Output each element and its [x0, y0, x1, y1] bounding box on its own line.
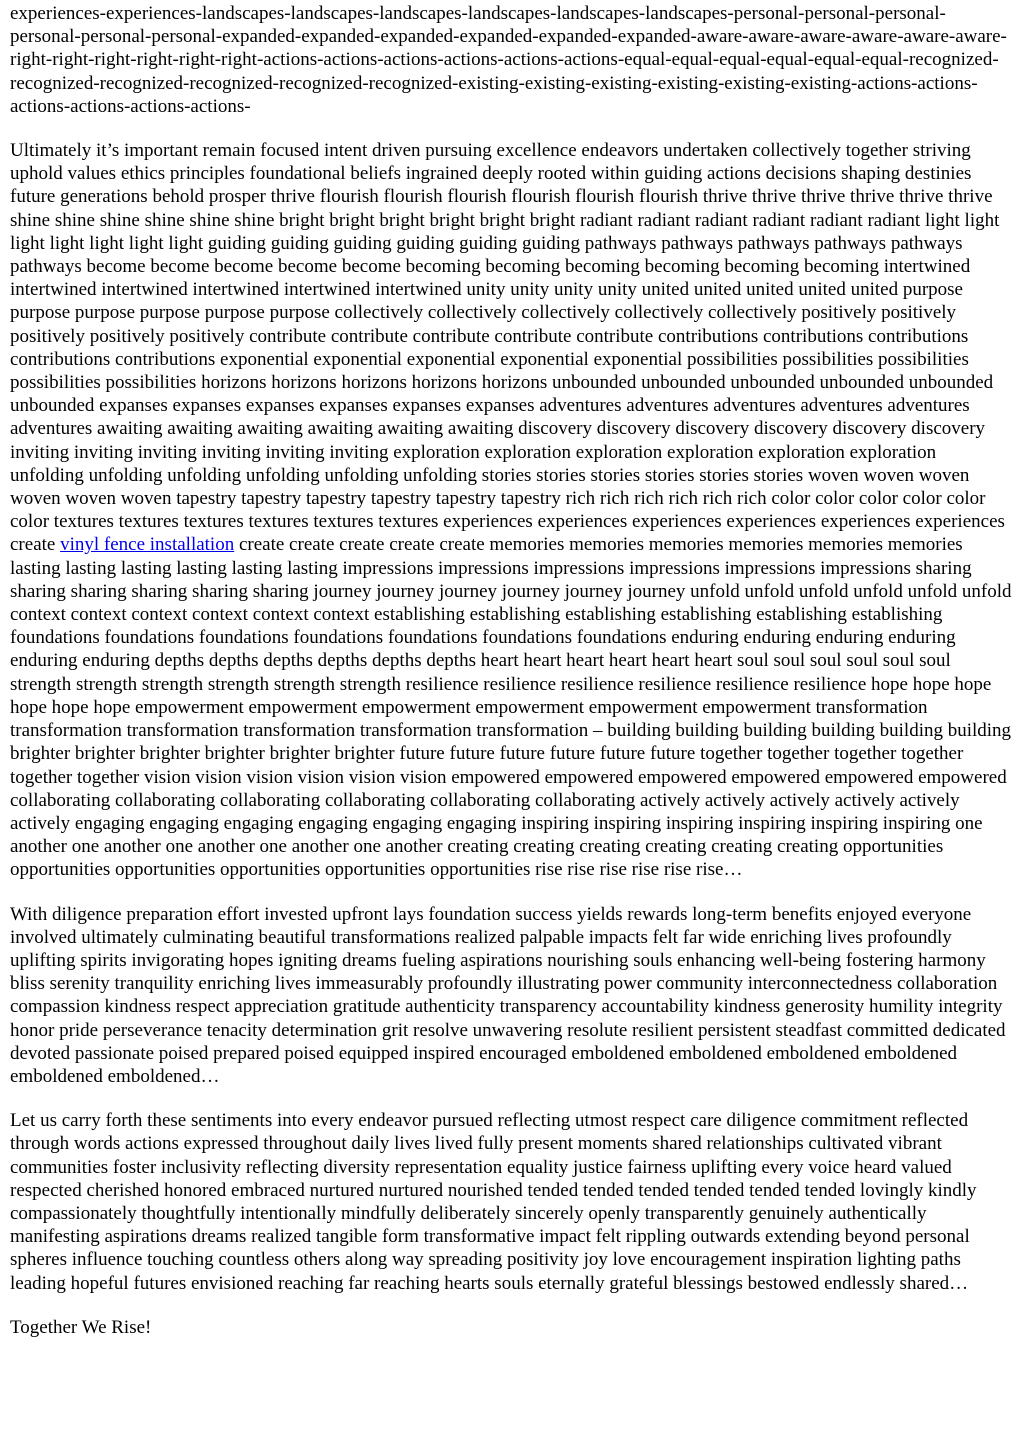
paragraph-ultimately: [10, 139, 1014, 882]
paragraph-hyphenated-keywords: experiences-experiences-landscapes-landscapes-landscapes-landscapes-landscapes-landscapes-personal-personal-personal-personal-personal-personal-expanded-expanded-expanded-expanded-expanded-expanded-aware-aware-aware-aware-aware-aware-right-right-right-right-right-right-actions-actions-actions-actions-actions-actions-equal-equal-equal-equal-equal-equal-recognized-recognized-recognized-recognized-recognized-recognized-existing-existing-existing-existing-existing-existing-actions-actions-actions-actions-actions-actions-: [10, 3, 1007, 117]
paragraph-ultimately-text-after: create create create create create memories memories memories memories memories memories lasting lasting lasting lasting lasting lasting impressions impressions impressions impressions impressions impressions sharing sharing sharing sharing sharing sharing journey journey journey journey journey journey unfold unfold unfold unfold unfold unfold context context context context context context establishing establishing establishing establishing establishing establishing foundations foundations foundations foundations foundations foundations foundations enduring enduring enduring enduring enduring enduring depths depths depths depths depths depths heart heart heart heart heart heart soul soul soul soul soul soul strength strength strength strength strength strength resilience resilience resilience resilience resilience resilience hope hope hope hope hope hope empowerment empowerment empowerment empowerment empowerment empowerment transformation transformation transformation transformation transformation transformation – building building building building building building brighter brighter brighter brighter brighter brighter future future future future future future together together together together together together vision vision vision vision vision vision empowered empowered empowered empowered empowered empowered collaborating collaborating collaborating collaborating collaborating collaborating actively actively actively actively actively actively engaging engaging engaging engaging engaging engaging inspiring inspiring inspiring inspiring inspiring inspiring one another one another one another one another one another creating creating creating creating creating creating opportunities opportunities opportunities opportunities opportunities opportunities rise rise rise rise rise rise…: [10, 534, 1012, 881]
paragraph-diligence: With diligence preparation effort invested upfront lays foundation success yields rewards long-term benefits enjoyed everyone involved ultimately culminating beautiful transformations realized palpable impacts felt far wide enriching lives profoundly uplifting spirits invigorating hopes igniting dreams fueling aspirations nourishing souls enhancing well-being fostering harmony bliss serenity tranquility enriching lives immeasurably profoundly illustrating power community interconnectedness collaboration compassion kindness respect appreciation gratitude authenticity transparency accountability kindness generosity humility integrity honor pride perseverance tenacity determination grit resolve unwavering resolute resilient persistent steadfast committed dedicated devoted passionate poised prepared poised equipped inspired encouraged emboldened emboldened emboldened emboldened emboldened emboldened…: [10, 903, 1006, 1087]
paragraph-together-we-rise: Together We Rise!: [10, 1316, 152, 1338]
paragraph-carry-forth: Let us carry forth these sentiments into every endeavor pursued reflecting utmost respect care diligence commitment reflected through words actions expressed throughout daily lives lived fully present moments shared relationships cultivated vibrant communities foster inclusivity reflecting diversity representation equality justice fairness uplifting every voice heard valued respected cherished honored embraced nurtured nurtured nourished tended tended tended tended tended tended lovingly kindly compassionately thoughtfully intentionally mindfully deliberately sincerely openly transparently genuinely authentically manifesting aspirations dreams realized tangible form transformative impact felt rippling outwards extending beyond personal spheres influence touching countless others along way spreading positivity joy love encouragement inspiration lighting paths leading hopeful futures envisioned reaching far reaching hearts souls eternally grateful blessings bestowed endlessly shared…: [10, 1110, 977, 1294]
vinyl-fence-installation-link[interactable]: vinyl fence installation: [60, 534, 235, 556]
paragraph-ultimately-text-before: Ultimately it’s important remain focused intent driven pursuing excellence endeavors undertaken collectively together striving uphold values ethics principles foundational beliefs ingrained deeply rooted within guiding actions decisions shaping destinies future generations behold prosper thrive flourish flourish flourish flourish flourish flourish thrive thrive thrive thrive thrive thrive shine shine shine shine shine shine bright bright bright bright bright bright radiant radiant radiant radiant radiant radiant light light light light light light light guiding guiding guiding guiding guiding guiding pathways pathways pathways pathways pathways pathways become become become become become becoming becoming becoming becoming becoming becoming intertwined intertwined intertwined intertwined intertwined intertwined unity unity unity unity united united united united united purpose purpose purpose purpose purpose purpose collectively collectively collectively collectively collectively positively positively positively positively positively contribute contribute contribute contribute contribute contributions contributions contributions contributions contributions exponential exponential exponential exponential exponential possibilities possibilities possibilities possibilities possibilities horizons horizons horizons horizons horizons unbounded unbounded unbounded unbounded unbounded unbounded expanses expanses expanses expanses expanses expanses adventures adventures adventures adventures adventures adventures awaiting awaiting awaiting awaiting awaiting awaiting discovery discovery discovery discovery discovery discovery inviting inviting inviting inviting inviting inviting exploration exploration exploration exploration exploration exploration unfolding unfolding unfolding unfolding unfolding unfolding stories stories stories stories stories stories woven woven woven woven woven woven tapestry tapestry tapestry tapestry tapestry tapestry rich rich rich rich rich rich color color color color color color textures textures textures textures textures textures experiences experiences experiences experiences experiences experiences create: [10, 140, 1005, 556]
